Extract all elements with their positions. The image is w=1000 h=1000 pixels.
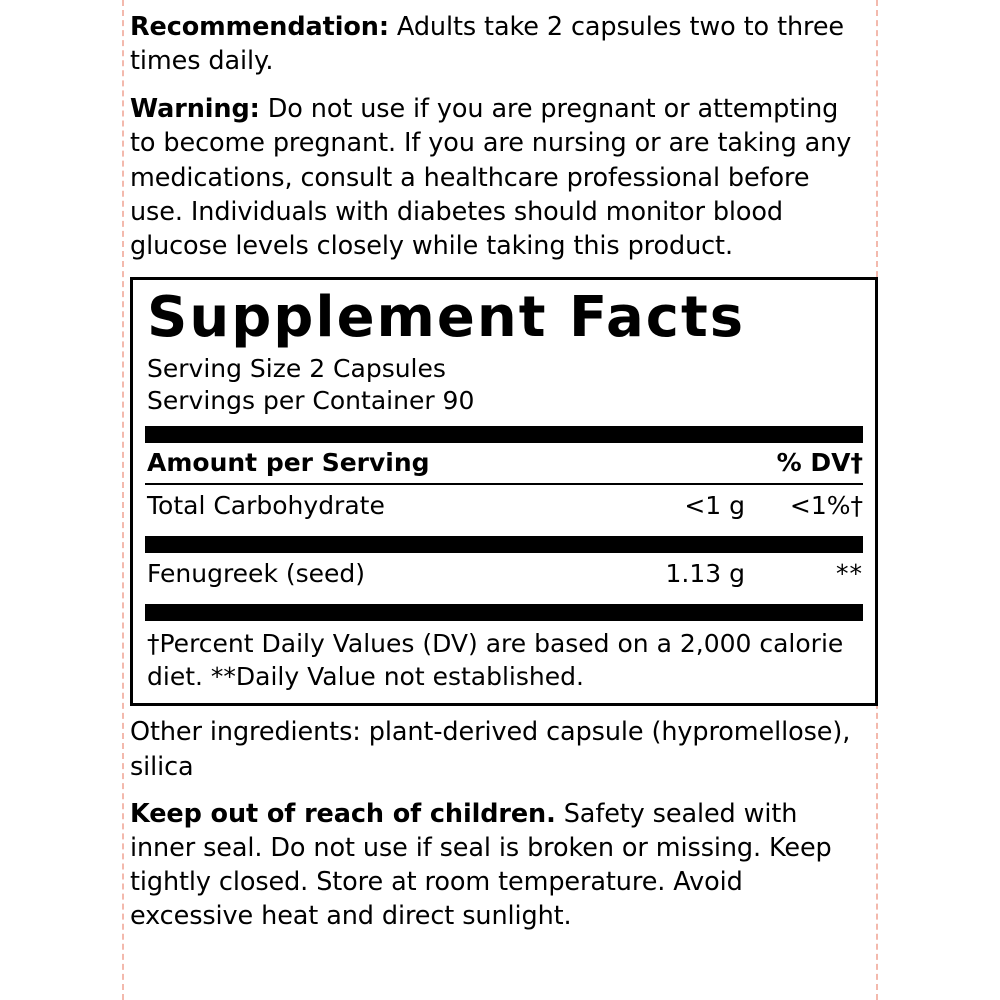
other-ingredients-paragraph: Other ingredients: plant-derived capsule (hypromellose), silica (130, 717, 851, 782)
amount-per-serving-label: Amount per Serving (147, 448, 430, 478)
servings-per-container: Servings per Container 90 (147, 386, 475, 416)
warning-heading: Warning: (130, 94, 260, 125)
supplement-facts-panel (130, 277, 878, 706)
nutrient-dv: <1%† (789, 491, 863, 521)
serving-size: Serving Size 2 Capsules (147, 354, 446, 384)
nutrient-name: Total Carbohydrate (147, 491, 385, 521)
recommendation-text: Adults take 2 capsules two to three times daily. (130, 12, 845, 77)
label-content (130, 10, 870, 947)
rule-thick-top (145, 426, 863, 443)
keep-out-text: Safety sealed with inner seal. Do not use if seal is broken or missing. Keep tightly closed. Store at room temperature. Avoid excessive heat and direct sunlight. (130, 798, 832, 932)
nutrient-row (145, 553, 863, 595)
recommendation-heading: Recommendation: (130, 12, 389, 42)
warning-text: Do not use if you are pregnant or attempting to become pregnant. If you are nursing or are taking any medications, consult a healthcare professional before use. Individuals with diabetes should monitor blood glucose levels closely while taking this product. (130, 94, 852, 261)
keep-out-of-reach-paragraph (130, 797, 870, 934)
nutrient-name: Fenugreek (seed) (147, 559, 366, 589)
nutrient-row (145, 485, 863, 527)
cut-guide-left (122, 0, 124, 1000)
rule-thick-bottom (145, 604, 863, 621)
recommendation-paragraph (130, 10, 870, 78)
warning-paragraph (130, 92, 870, 263)
supplement-facts-title: Supplement Facts (147, 285, 746, 351)
nutrient-dv: ** (836, 559, 863, 589)
nutrient-amount: 1.13 g (665, 559, 745, 589)
nutrient-amount: <1 g (684, 491, 745, 521)
amount-per-serving-header-row (145, 443, 863, 483)
keep-out-heading: Keep out of reach of children. (130, 798, 556, 829)
dv-column-label: % DV† (776, 448, 863, 478)
daily-value-footnote: †Percent Daily Values (DV) are based on a 2,000 calorie diet. **Daily Value not established. (147, 629, 844, 691)
rule-thick-middle (145, 536, 863, 553)
after-panel-section (130, 715, 870, 933)
